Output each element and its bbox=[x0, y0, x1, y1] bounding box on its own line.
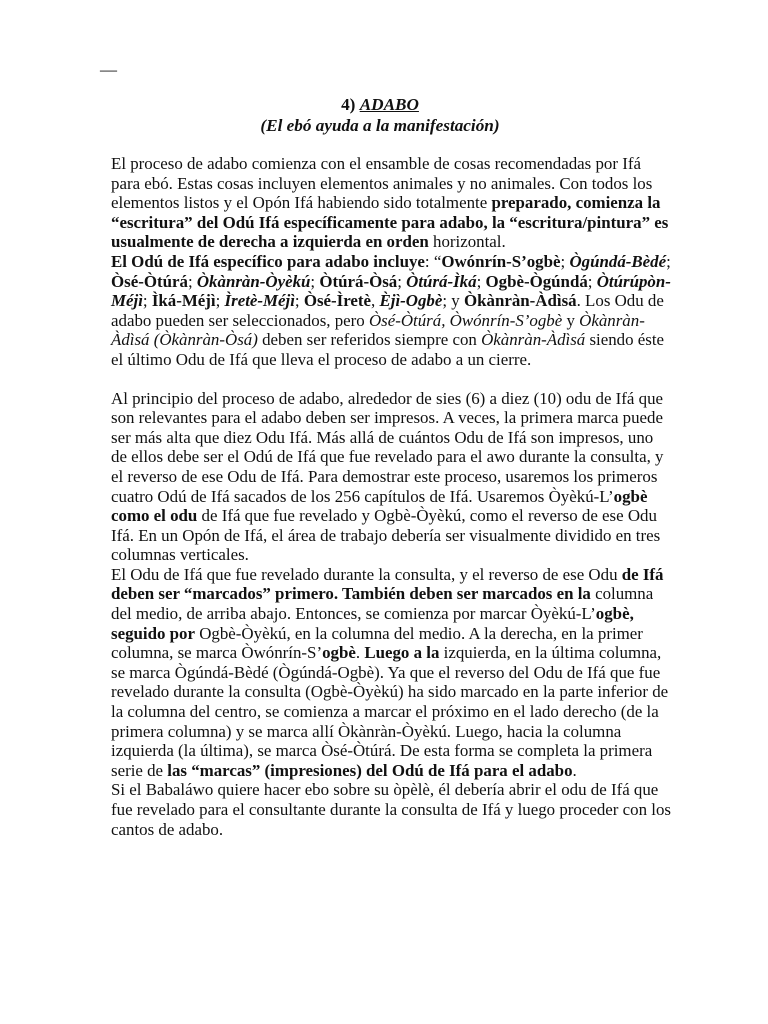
text-run: ; bbox=[187, 271, 197, 291]
top-dash: — bbox=[100, 60, 117, 79]
text-run: . bbox=[355, 643, 365, 663]
text-run: . Los Odu de adabo pueden ser seleccionados, pero bbox=[111, 291, 664, 330]
section-heading bbox=[100, 94, 660, 136]
text-run: ; bbox=[476, 271, 486, 291]
text-run: preparado, comienza la “escritura” del Odú Ifá específicamente para adabo, la “escritura/pintura” es usualmente de derecha a izquierda en orden bbox=[111, 193, 669, 252]
text-run: siendo éste el último Odu de Ifá que lleva el proceso de adabo a un cierre. bbox=[111, 330, 665, 369]
heading-number: 4) bbox=[341, 95, 356, 114]
text-run: Òtúrá-Ìká bbox=[406, 271, 477, 291]
text-run: ; bbox=[310, 271, 320, 291]
text-run: Al principio del proceso de adabo, alrededor de sies (6) a diez (10) odu de Ifá que son relevantes para el adabo deben ser impresos. A veces, la primera marca puede ser más alta que diez Odu Ifá. Más allá de cuántos Odu de Ifá son impresos, uno de ellos debe ser el Odú de Ifá que fue revelado para el awo durante la consulta, y el reverso de ese Odu de Ifá. Para demostrar este proceso, usaremos los primeros cuatro Odú de Ifá sacados de los 256 capítulos de Ifá. Usaremos Òyèkú-L’ bbox=[111, 388, 664, 506]
text-run: ; bbox=[560, 251, 570, 271]
text-run: las “marcas” (impresiones) del Odú de Ifá para el adabo bbox=[167, 760, 573, 780]
heading-subtitle: (El ebó ayuda a la manifestación) bbox=[260, 116, 500, 135]
text-run: de Ifá que fue revelado y Ogbè-Òyèkú, como el reverso de ese Odu Ifá. En un Opón de Ifá, el área de trabajo debería ser visualmente dividido en tres columnas verticales. bbox=[111, 506, 661, 565]
text-run: . bbox=[572, 760, 577, 780]
text-run: ; bbox=[215, 291, 225, 311]
text-run: ; y bbox=[442, 291, 464, 311]
text-run: Ògúndá-Bèdé bbox=[569, 251, 667, 271]
text-run: : “ bbox=[424, 251, 442, 271]
text-run: ; bbox=[294, 291, 304, 311]
text-run: ; bbox=[666, 251, 671, 271]
text-run: Ìretè-Méjì bbox=[224, 291, 295, 311]
text-run: Òsé-Ìretè bbox=[303, 291, 372, 311]
text-run: ; bbox=[397, 271, 407, 291]
paragraph bbox=[111, 780, 671, 839]
text-run: El proceso de adabo comienza con el ensamble de cosas recomendadas por Ifá para ebó. Estas cosas incluyen elementos animales y no animales. Con todos los elementos listos y el Opón Ifá habiendo sido totalmente bbox=[111, 154, 653, 213]
text-run: Ogbè-Ògúndá bbox=[485, 271, 588, 291]
text-run: ; bbox=[587, 271, 597, 291]
text-run: Òkànràn-Àdìsá (Òkànràn-Òsá) bbox=[111, 310, 645, 350]
paragraph bbox=[111, 389, 671, 565]
paragraph-gap bbox=[111, 370, 671, 389]
paragraph bbox=[111, 565, 671, 781]
text-run: y bbox=[562, 310, 580, 330]
text-run: Ogbè-Òyèkú, en la columna del medio. A la derecha, en la primer columna, se marca Òwónrín-S’ bbox=[111, 623, 643, 663]
document-body bbox=[111, 154, 671, 839]
text-run: ogbè bbox=[322, 643, 356, 663]
text-run: Òkànràn-Àdìsá bbox=[463, 291, 577, 311]
text-run: Ìká-Méjì bbox=[151, 291, 216, 311]
text-run: El Odú de Ifá específico para adabo incluye bbox=[111, 251, 425, 271]
text-run: Òsé-Òtúrá bbox=[111, 271, 188, 291]
text-run: ogbè como el odu bbox=[111, 486, 648, 526]
text-run: izquierda, en la última columna, se marca Ògúndá-Bèdé (Ògúndá-Ogbè). Ya que el reverso del Odu de Ifá que fue revelado durante la consulta (Ogbè-Òyèkú) ha sido marcado en la parte inferior de la columna del centro, se comienza a marcar el próximo en el lado derecho (de la primera columna) y se marca allí Òkànràn-Òyèkú. Luego, hacia la columna izquierda (la última), se marca Òsé-Òtúrá. De esta forma se completa la primera serie de bbox=[111, 643, 669, 780]
text-run: de Ifá deben ser “marcados” primero. También deben ser marcados en la bbox=[111, 564, 664, 604]
text-run: , bbox=[371, 291, 380, 311]
text-run: El Odu de Ifá que fue revelado durante la consulta, y el reverso de ese Odu bbox=[111, 564, 622, 584]
text-run: Èjì-Ogbè bbox=[379, 291, 443, 311]
paragraph bbox=[111, 252, 671, 370]
text-run: columna del medio, de arriba abajo. Entonces, se comienza por marcar Òyèkú-L’ bbox=[111, 584, 654, 624]
text-run: Si el Babaláwo quiere hacer ebo sobre su òpèlè, él debería abrir el odu de Ifá que fue revelado para el consultante durante la consulta de Ifá y luego proceder con los cantos de adabo. bbox=[111, 780, 671, 839]
text-run: Òsé-Òtúrá, Òwónrín-S’ogbè bbox=[368, 310, 563, 330]
text-run: deben ser referidos siempre con bbox=[257, 330, 482, 350]
text-run: ogbè, seguido por bbox=[111, 604, 634, 643]
text-run: Owónrín-S’ogbè bbox=[441, 251, 561, 271]
text-run: horizontal. bbox=[428, 232, 506, 252]
text-run: Òtúrá-Òsá bbox=[319, 271, 398, 291]
text-run: Òkànràn-Òyèkú bbox=[196, 271, 311, 291]
text-run: ; bbox=[142, 291, 152, 311]
heading-title: ADABO bbox=[359, 95, 419, 114]
text-run: Òkànràn-Àdìsá bbox=[481, 330, 586, 350]
heading-line bbox=[100, 94, 660, 115]
paragraph bbox=[111, 154, 671, 252]
text-run: Luego a la bbox=[364, 643, 440, 663]
text-run: Òtúrúpòn-Méjì bbox=[111, 271, 671, 311]
